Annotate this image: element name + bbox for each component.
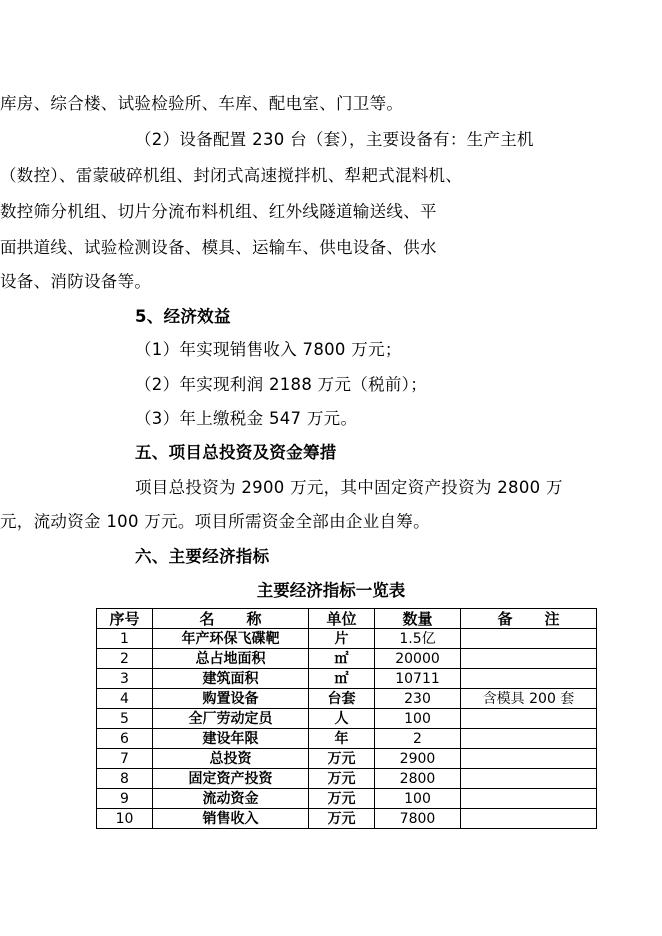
- cell-qty: 230: [375, 689, 461, 709]
- cell-qty: 20000: [375, 649, 461, 669]
- cell-note: 含模具 200 套: [461, 689, 597, 709]
- paragraph-line: 面拱道线、试验检测设备、模具、运输车、供电设备、供水: [0, 238, 437, 257]
- cell-note: [461, 749, 597, 769]
- header-unit: 单位: [309, 609, 375, 629]
- table-caption: 主要经济指标一览表: [256, 581, 406, 600]
- table-row: [97, 749, 597, 769]
- cell-unit: 万元: [309, 769, 375, 789]
- paragraph-line: 元，流动资金 100 万元。项目所需资金全部由企业自筹。: [0, 512, 430, 531]
- cell-qty: 10711: [375, 669, 461, 689]
- indicators-table: [96, 608, 597, 829]
- cell-qty: 100: [375, 709, 461, 729]
- table-row: [97, 709, 597, 729]
- cell-note: [461, 809, 597, 829]
- cell-note: [461, 789, 597, 809]
- paragraph-line: 设备、消防设备等。: [0, 272, 152, 291]
- cell-note: [461, 729, 597, 749]
- table-header-row: [97, 609, 597, 629]
- cell-no: 10: [97, 809, 153, 829]
- cell-unit: ㎡: [309, 669, 375, 689]
- cell-no: 9: [97, 789, 153, 809]
- section-heading: 5、经济效益: [135, 307, 231, 326]
- section-heading: 五、项目总投资及资金筹措: [135, 443, 337, 462]
- benefit-item: （1）年实现销售收入 7800 万元；: [135, 340, 402, 359]
- benefit-item: （3）年上缴税金 547 万元。: [135, 409, 358, 428]
- cell-name: 总占地面积: [153, 649, 309, 669]
- table-row: [97, 789, 597, 809]
- cell-qty: 1.5亿: [375, 629, 461, 649]
- table-row: [97, 629, 597, 649]
- cell-no: 6: [97, 729, 153, 749]
- cell-name: 购置设备: [153, 689, 309, 709]
- cell-note: [461, 769, 597, 789]
- header-qty: 数量: [375, 609, 461, 629]
- cell-unit: 人: [309, 709, 375, 729]
- table-row: [97, 809, 597, 829]
- table-row: [97, 729, 597, 749]
- cell-note: [461, 709, 597, 729]
- table-row: [97, 669, 597, 689]
- header-note: 备注: [461, 609, 597, 629]
- cell-unit: 台套: [309, 689, 375, 709]
- header-name: 名称: [153, 609, 309, 629]
- cell-no: 1: [97, 629, 153, 649]
- cell-name: 建设年限: [153, 729, 309, 749]
- cell-no: 2: [97, 649, 153, 669]
- cell-unit: ㎡: [309, 649, 375, 669]
- paragraph-line: 数控筛分机组、切片分流布料机组、红外线隧道输送线、平: [0, 202, 437, 221]
- cell-unit: 万元: [309, 749, 375, 769]
- cell-no: 8: [97, 769, 153, 789]
- header-no: 序号: [97, 609, 153, 629]
- table-row: [97, 689, 597, 709]
- cell-qty: 2: [375, 729, 461, 749]
- cell-note: [461, 669, 597, 689]
- cell-unit: 片: [309, 629, 375, 649]
- cell-qty: 100: [375, 789, 461, 809]
- cell-name: 销售收入: [153, 809, 309, 829]
- cell-unit: 万元: [309, 809, 375, 829]
- cell-name: 流动资金: [153, 789, 309, 809]
- table-row: [97, 649, 597, 669]
- cell-no: 3: [97, 669, 153, 689]
- cell-note: [461, 649, 597, 669]
- cell-note: [461, 629, 597, 649]
- cell-name: 固定资产投资: [153, 769, 309, 789]
- cell-unit: 年: [309, 729, 375, 749]
- table-row: [97, 769, 597, 789]
- section-heading: 六、主要经济指标: [135, 547, 270, 566]
- cell-unit: 万元: [309, 789, 375, 809]
- cell-name: 年产环保飞碟靶: [153, 629, 309, 649]
- cell-qty: 7800: [375, 809, 461, 829]
- paragraph-line: 库房、综合楼、试验检验所、车库、配电室、门卫等。: [0, 94, 404, 113]
- paragraph-line: （数控）、雷蒙破碎机组、封闭式高速搅拌机、犁耙式混料机、: [0, 166, 463, 185]
- cell-name: 建筑面积: [153, 669, 309, 689]
- cell-qty: 2800: [375, 769, 461, 789]
- cell-no: 4: [97, 689, 153, 709]
- paragraph-line: （2）设备配置 230 台（套），主要设备有：生产主机: [135, 130, 534, 149]
- benefit-item: （2）年实现利润 2188 万元（税前）；: [135, 375, 428, 394]
- paragraph-line: 项目总投资为 2900 万元，其中固定资产投资为 2800 万: [135, 478, 563, 497]
- cell-name: 总投资: [153, 749, 309, 769]
- cell-qty: 2900: [375, 749, 461, 769]
- cell-no: 5: [97, 709, 153, 729]
- cell-name: 全厂劳动定员: [153, 709, 309, 729]
- cell-no: 7: [97, 749, 153, 769]
